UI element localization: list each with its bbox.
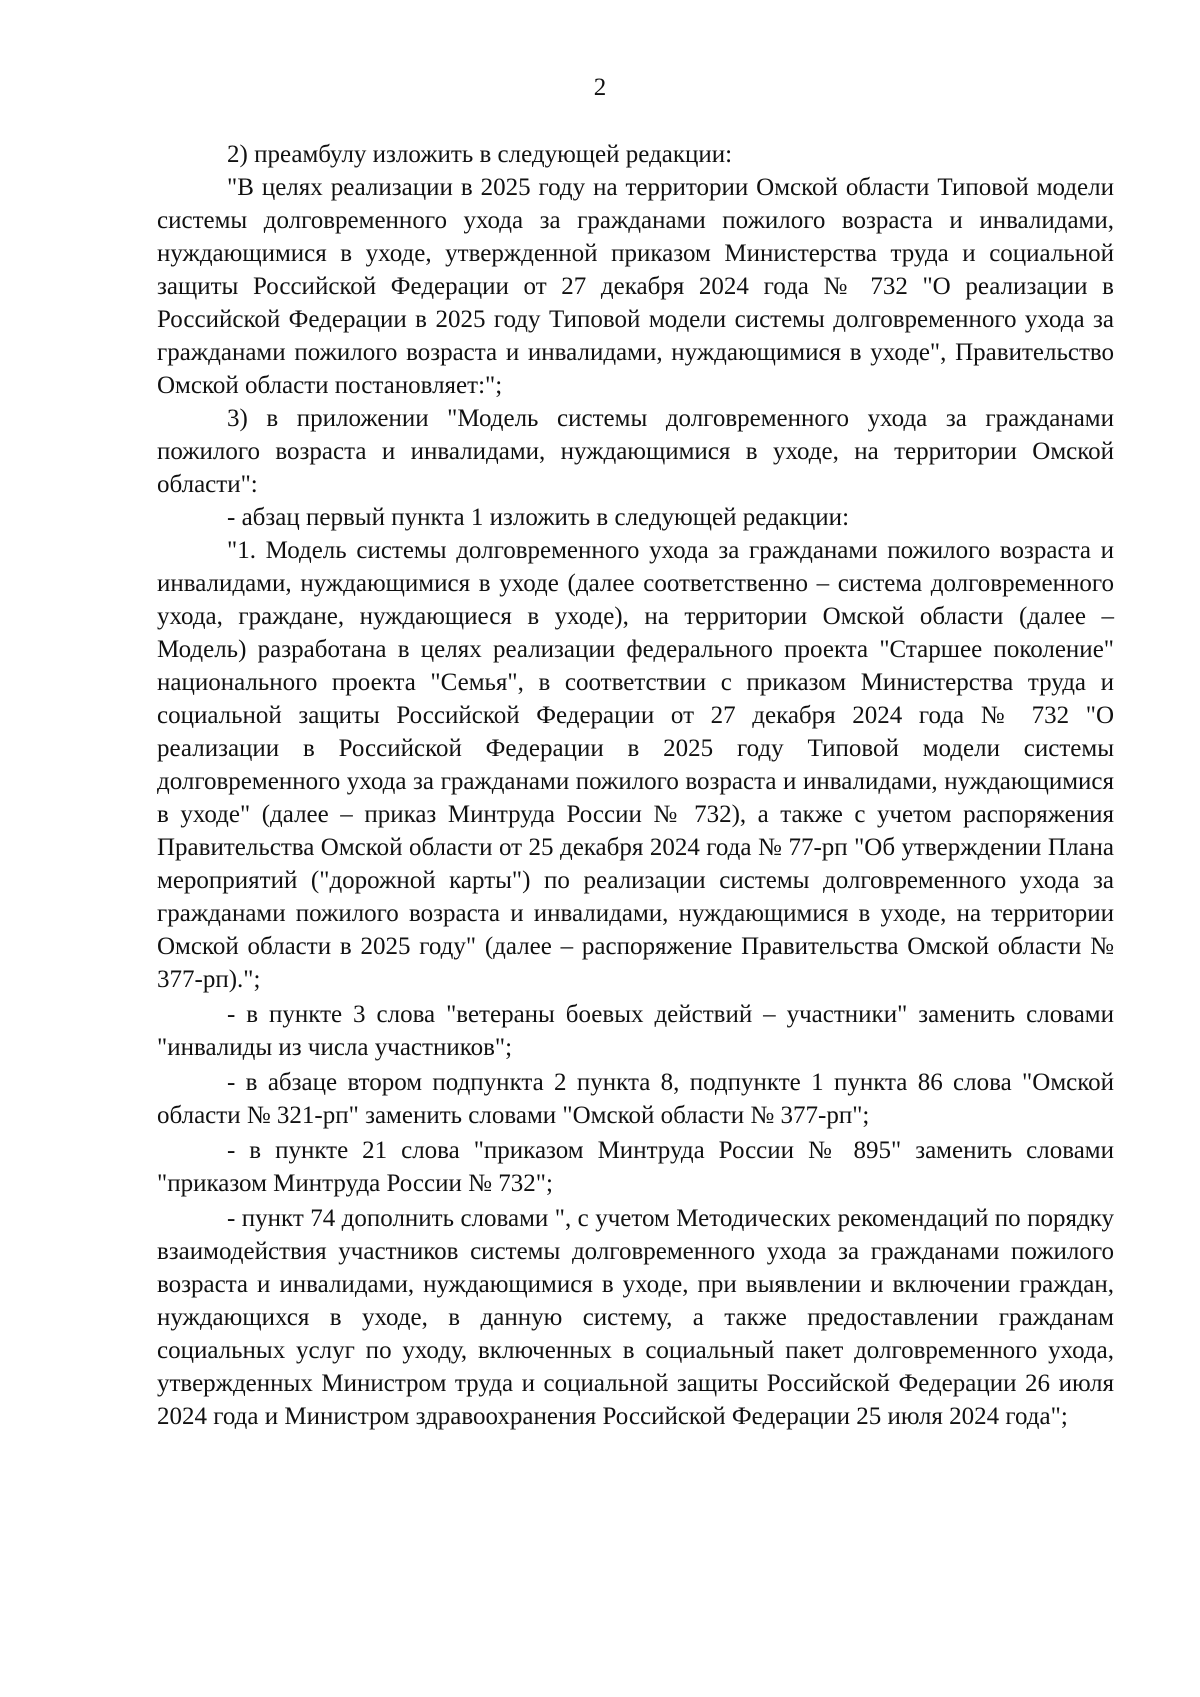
paragraph-clause-3-amendment: - в пункте 3 слова "ветераны боевых действий – участники" заменить словами "инвалиды из числа участников";	[157, 1001, 1114, 1061]
document-body	[157, 138, 1114, 1433]
paragraph-clause-1-instruction: - абзац первый пункта 1 изложить в следующей редакции:	[227, 504, 850, 531]
paragraph-clause-21-amendment: - в пункте 21 слова "приказом Минтруда России № 895" заменить словами "приказом Минтруда России № 732";	[157, 1137, 1114, 1197]
page-number: 2	[593, 74, 607, 101]
paragraph-clause-1-text: "1. Модель системы долговременного ухода за гражданами пожилого возраста и инвалидами, нуждающимися в уходе (далее соответственно – система долговременного ухода, граждане, нуждающиеся в уходе), на территории Омской области (далее – Модель) разработана в целях реализации федерального проекта "Старшее поколение" национального проекта "Семья", в соответствии с приказом Министерства труда и социальной защиты Российской Федерации от 27 декабря 2024 года № 732 "О реализации в Российской Федерации в 2025 году Типовой модели системы долговременного ухода за гражданами пожилого возраста и инвалидами, нуждающимися в уходе" (далее – приказ Минтруда России № 732), а также с учетом распоряжения Правительства Омской области от 25 декабря 2024 года № 77-рп "Об утверждении Плана мероприятий ("дорожной карты") по реализации системы долговременного ухода за гражданами пожилого возраста и инвалидами, нуждающимися в уходе, на территории Омской области в 2025 году" (далее – распоряжение Правительства Омской области № 377-рп).";	[157, 537, 1114, 993]
paragraph-clause-74-amendment: - пункт 74 дополнить словами ", с учетом Методических рекомендаций по порядку взаимодействия участников системы долговременного ухода за гражданами пожилого возраста и инвалидами, нуждающимися в уходе, при выявлении и включении граждан, нуждающихся в уходе, в данную систему, а также предоставлении гражданам социальных услуг по уходу, включенных в социальный пакет долговременного ухода, утвержденных Министром труда и социальной защиты Российской Федерации 26 июля 2024 года и Министром здравоохранения Российской Федерации 25 июля 2024 года";	[157, 1205, 1114, 1430]
paragraph-clause-8-86-amendment: - в абзаце втором подпункта 2 пункта 8, подпункте 1 пункта 86 слова "Омской области № 321-рп" заменить словами "Омской области № 377-рп";	[157, 1069, 1114, 1129]
paragraph-preamble-instruction: 2) преамбулу изложить в следующей редакции:	[227, 141, 733, 168]
paragraph-preamble-text: "В целях реализации в 2025 году на территории Омской области Типовой модели системы долговременного ухода за гражданами пожилого возраста и инвалидами, нуждающимися в уходе, утвержденной приказом Министерства труда и социальной защиты Российской Федерации от 27 декабря 2024 года № 732 "О реализации в Российской Федерации в 2025 году Типовой модели системы долговременного ухода за гражданами пожилого возраста и инвалидами, нуждающимися в уходе", Правительство Омской области постановляет:";	[157, 174, 1114, 399]
paragraph-appendix-instruction: 3) в приложении "Модель системы долговременного ухода за гражданами пожилого возраста и инвалидами, нуждающимися в уходе, на территории Омской области":	[157, 405, 1114, 498]
